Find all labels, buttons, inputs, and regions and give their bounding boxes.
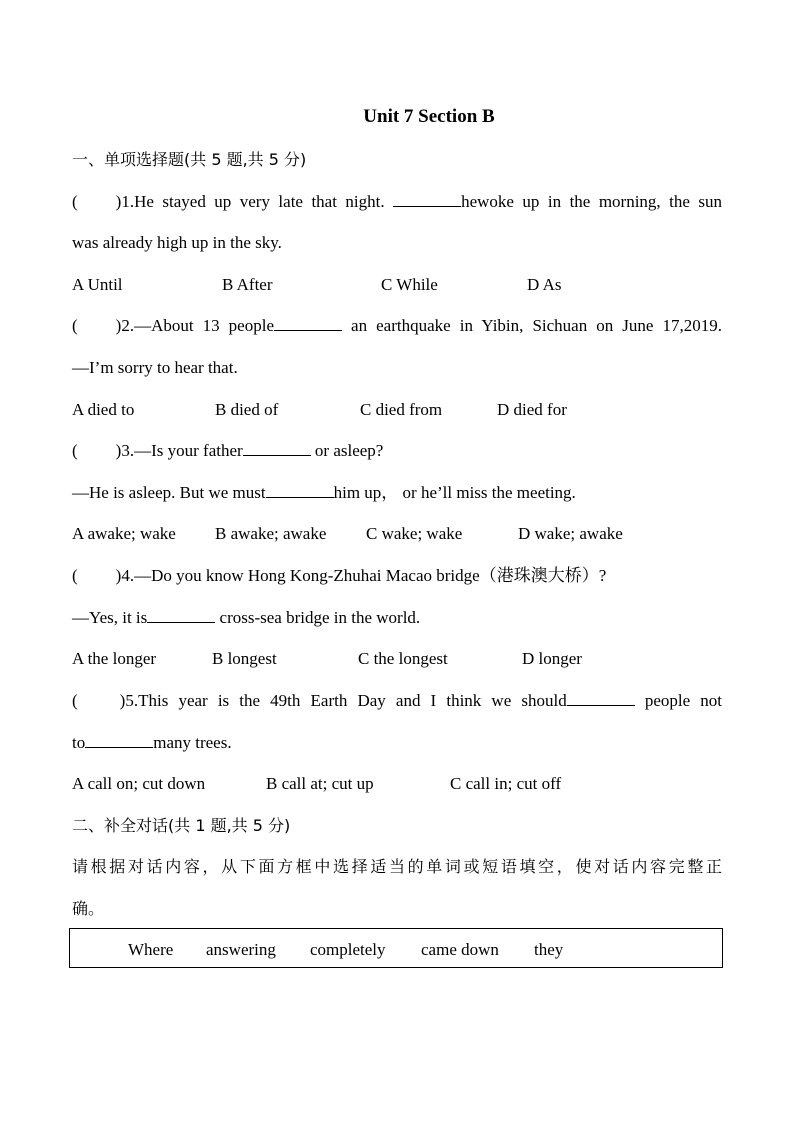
q3-option-d[interactable]: D wake; awake bbox=[518, 524, 623, 543]
q5-option-a[interactable]: A call on; cut down bbox=[72, 774, 206, 793]
q4-reply-pre: —Yes, it is bbox=[72, 608, 148, 627]
q2-reply: —I’m sorry to hear that. bbox=[72, 358, 238, 377]
q2-paren-close: ) bbox=[115, 316, 122, 335]
q5-continuation bbox=[72, 733, 232, 753]
q5-text-pre: 5.This year is the 49th Earth Day and I think we should bbox=[125, 691, 567, 710]
q3-reply-post: him up， or he’ll miss the meeting. bbox=[333, 483, 576, 502]
section-2-heading: 二、补全对话(共 1 题,共 5 分) bbox=[72, 816, 291, 835]
section-2-instruction-line-2: 确。 bbox=[72, 899, 105, 918]
word-bank-item[interactable]: completely bbox=[310, 940, 386, 959]
word-bank-item[interactable]: Where bbox=[128, 940, 174, 959]
section-1-heading: 一、单项选择题(共 5 题,共 5 分) bbox=[72, 150, 307, 169]
q1-option-c[interactable]: C While bbox=[381, 275, 438, 294]
q2-paren-open: ( bbox=[72, 316, 78, 335]
question-5 bbox=[72, 691, 722, 711]
q3-paren-open: ( bbox=[72, 441, 78, 460]
q5-paren-close: ) bbox=[119, 691, 126, 710]
question-3 bbox=[72, 441, 383, 461]
question-2 bbox=[72, 316, 722, 336]
word-bank-item[interactable]: came down bbox=[421, 940, 499, 959]
q4-option-c[interactable]: C the longest bbox=[358, 649, 448, 668]
q4-paren-close: ) bbox=[115, 566, 122, 585]
q1-text-post: hewoke up in the morning, the sun bbox=[461, 192, 722, 211]
word-bank-item[interactable]: they bbox=[534, 940, 564, 959]
q1-paren-open: ( bbox=[72, 192, 78, 211]
q2-blank[interactable] bbox=[274, 316, 342, 331]
q4-paren-open: ( bbox=[72, 566, 78, 585]
q5-cont-blank[interactable] bbox=[85, 733, 153, 748]
q2-option-c[interactable]: C died from bbox=[360, 400, 443, 419]
q1-option-a[interactable]: A Until bbox=[72, 275, 123, 294]
page-title: Unit 7 Section B bbox=[363, 106, 495, 127]
q3-paren-close: ) bbox=[115, 441, 122, 460]
q3-reply-blank[interactable] bbox=[266, 483, 334, 498]
q1-blank[interactable] bbox=[393, 192, 461, 207]
q1-text-pre: 1.He stayed up very late that night. bbox=[121, 192, 394, 211]
q3-option-a[interactable]: A awake; wake bbox=[72, 524, 176, 543]
section-2-instruction-line-1: 请根据对话内容，从下面方框中选择适当的单词或短语填空，使对话内容完整正 bbox=[72, 857, 722, 876]
q5-option-c[interactable]: C call in; cut off bbox=[450, 774, 562, 793]
q5-blank[interactable] bbox=[567, 691, 635, 706]
word-bank-box bbox=[69, 928, 723, 968]
q3-text-pre: 3.—Is your father bbox=[121, 441, 243, 460]
q4-text: 4.—Do you know Hong Kong-Zhuhai Macao bridge（港珠澳大桥）? bbox=[121, 566, 607, 585]
q4-option-a[interactable]: A the longer bbox=[72, 649, 157, 668]
q1-option-b[interactable]: B After bbox=[222, 275, 273, 294]
q4-option-d[interactable]: D longer bbox=[522, 649, 582, 668]
question-4 bbox=[72, 566, 606, 586]
q1-continuation: was already high up in the sky. bbox=[72, 233, 282, 252]
q2-option-b[interactable]: B died of bbox=[215, 400, 279, 419]
q5-paren-open: ( bbox=[72, 691, 78, 710]
question-1 bbox=[72, 192, 722, 212]
q1-paren-close: ) bbox=[115, 192, 122, 211]
q5-cont-post: many trees. bbox=[153, 733, 232, 752]
q2-option-d[interactable]: D died for bbox=[497, 400, 567, 419]
q2-text-pre: 2.—About 13 people bbox=[121, 316, 274, 335]
q3-option-c[interactable]: C wake; wake bbox=[366, 524, 463, 543]
q4-reply-post: cross-sea bridge in the world. bbox=[215, 608, 421, 627]
q2-text-post: an earthquake in Yibin, Sichuan on June 17,2019. bbox=[342, 316, 722, 335]
q5-cont-pre: to bbox=[72, 733, 86, 752]
q3-blank[interactable] bbox=[243, 441, 311, 456]
q2-option-a[interactable]: A died to bbox=[72, 400, 135, 419]
q3-option-b[interactable]: B awake; awake bbox=[215, 524, 327, 543]
q4-option-b[interactable]: B longest bbox=[212, 649, 277, 668]
q5-option-b[interactable]: B call at; cut up bbox=[266, 774, 374, 793]
q5-text-post: people not bbox=[634, 691, 722, 710]
q4-reply bbox=[72, 608, 420, 628]
q3-reply bbox=[72, 483, 576, 503]
q3-text-post: or asleep? bbox=[310, 441, 384, 460]
q4-reply-blank[interactable] bbox=[147, 608, 215, 623]
q3-reply-pre: —He is asleep. But we must bbox=[72, 483, 266, 502]
q1-option-d[interactable]: D As bbox=[527, 275, 562, 294]
word-bank-item[interactable]: answering bbox=[206, 940, 276, 959]
